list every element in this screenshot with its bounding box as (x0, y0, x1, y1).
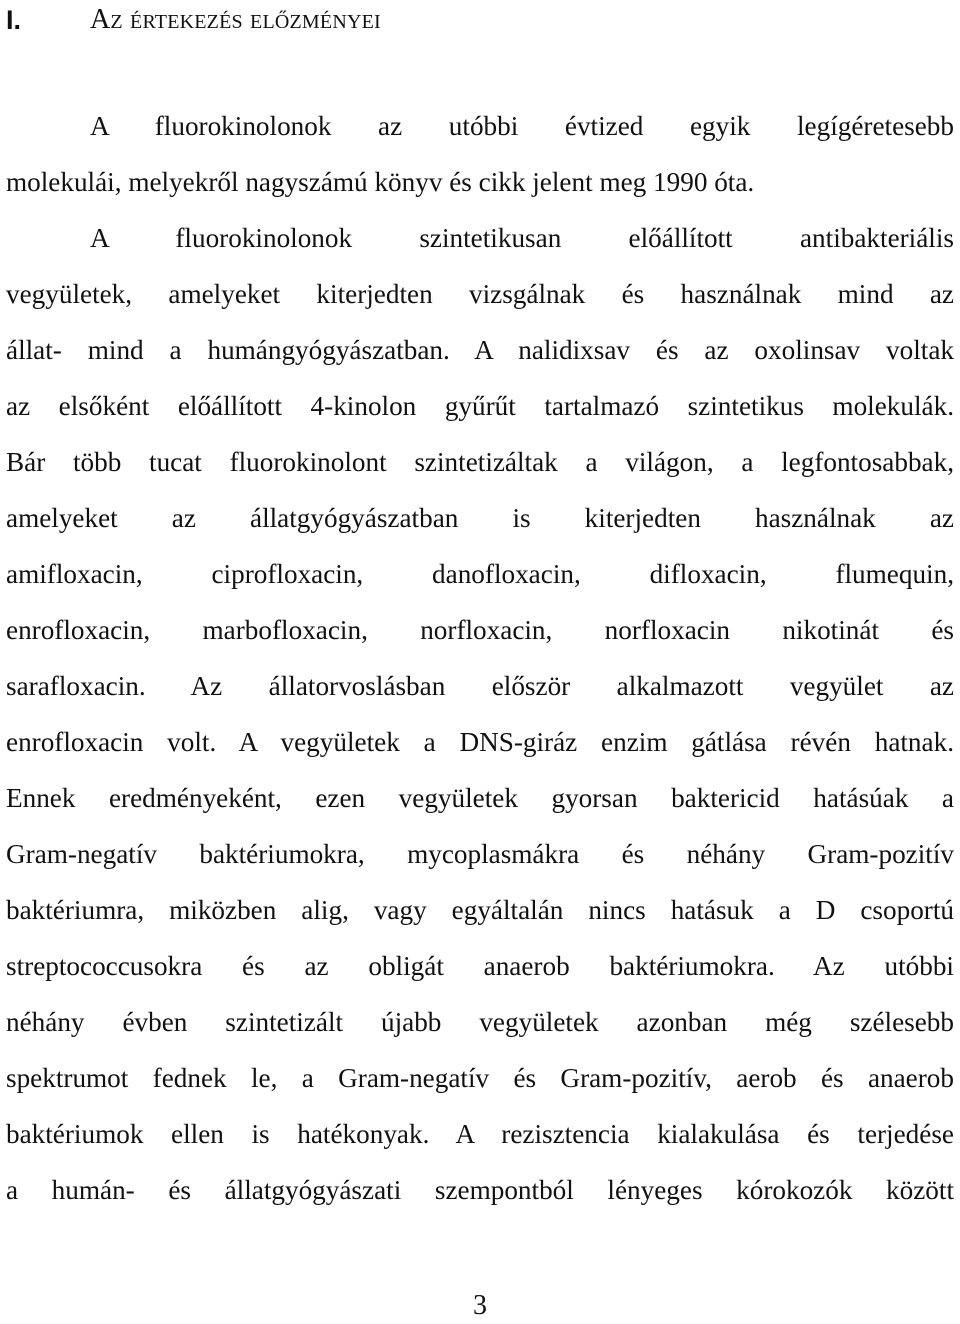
body-paragraph (6, 98, 954, 1218)
text-line: Bár több tucat fluorokinolont szintetizáltak a világon, a legfontosabbak, (6, 447, 954, 477)
chapter-title: Az értekezés előzményei (90, 4, 381, 35)
text-line: A fluorokinolonok szintetikusan előállított antibakteriális (90, 223, 954, 253)
text-line: állat- mind a humángyógyászatban. A nalidixsav és az oxolinsav voltak (6, 335, 954, 365)
text-line: molekulái, melyekről nagyszámú könyv és cikk jelent meg 1990 óta. (6, 167, 755, 197)
page-number: 3 (473, 1290, 487, 1321)
text-line: amelyeket az állatgyógyászatban is kiterjedten használnak az (6, 503, 954, 533)
text-line: Gram-negatív baktériumokra, mycoplasmákra és néhány Gram-pozitív (6, 839, 954, 869)
text-line: baktériumok ellen is hatékonyak. A rezisztencia kialakulása és terjedése (6, 1119, 954, 1149)
text-line: baktériumra, miközben alig, vagy egyáltalán nincs hatásuk a D csoportú (6, 895, 954, 925)
text-line: A fluorokinolonok az utóbbi évtized egyik legígéretesebb (90, 111, 954, 141)
text-line: enrofloxacin volt. A vegyületek a DNS-giráz enzim gátlása révén hatnak. (6, 727, 954, 757)
text-line: Ennek eredményeként, ezen vegyületek gyorsan baktericid hatásúak a (6, 783, 954, 813)
text-line: amifloxacin, ciprofloxacin, danofloxacin, difloxacin, flumequin, (6, 559, 954, 589)
text-line: a humán- és állatgyógyászati szempontból lényeges kórokozók között (6, 1175, 954, 1205)
text-line: vegyületek, amelyeket kiterjedten vizsgálnak és használnak mind az (6, 279, 954, 309)
text-line: sarafloxacin. Az állatorvoslásban először alkalmazott vegyület az (6, 671, 954, 701)
text-line: streptococcusokra és az obligát anaerob baktériumokra. Az utóbbi (6, 951, 954, 981)
text-line: néhány évben szintetizált újabb vegyületek azonban még szélesebb (6, 1007, 954, 1037)
chapter-number: I. (6, 4, 22, 35)
text-line: enrofloxacin, marbofloxacin, norfloxacin, norfloxacin nikotinát és (6, 615, 954, 645)
text-line: az elsőként előállított 4-kinolon gyűrűt tartalmazó szintetikus molekulák. (6, 391, 954, 421)
chapter-heading (6, 2, 381, 38)
text-line: spektrumot fednek le, a Gram-negatív és Gram-pozitív, aerob és anaerob (6, 1063, 954, 1093)
